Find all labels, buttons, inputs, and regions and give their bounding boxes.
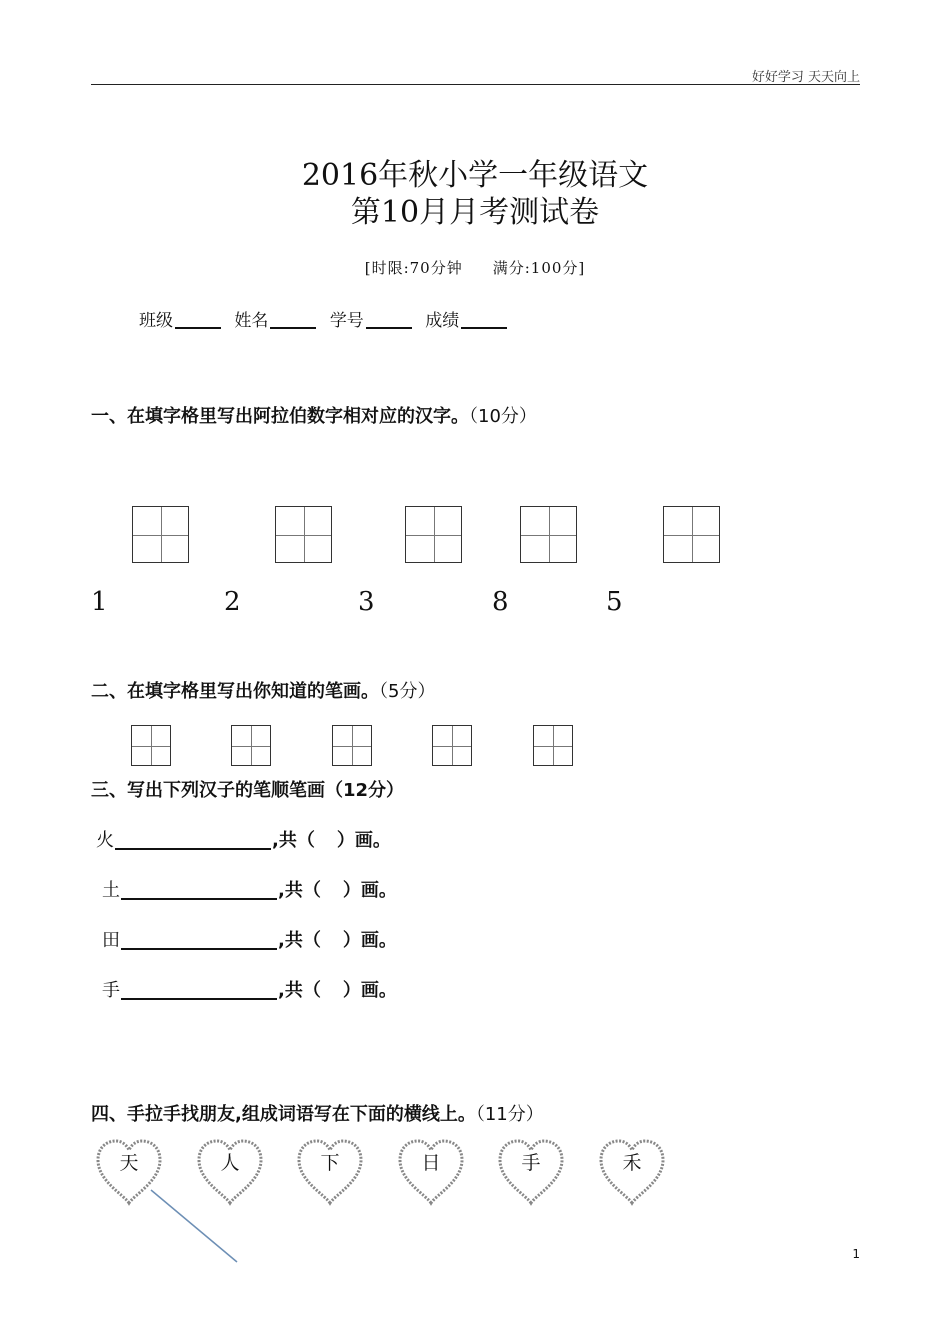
section2-title: 二、在填字格里写出你知道的笔画。 [91,681,379,702]
heart-char: 天 [119,1152,139,1174]
number-5: 5 [606,587,623,617]
number-3: 3 [358,587,375,617]
time-limit: [时限:70分钟 [364,259,463,277]
number-2: 2 [224,587,241,617]
stroke-row-3: 田 ,共（ ）画。 [102,930,397,951]
section3-heading: 三、写出下列汉子的笔顺笔画（12分） [91,780,405,801]
number-1: 1 [91,587,108,617]
stroke-row-char: 田 [102,930,120,951]
grade-label: 成绩 [425,311,460,331]
heart-char: 手 [521,1152,541,1174]
heart-char: 禾 [622,1152,642,1174]
section4-title: 四、手拉手找朋友,组成词语写在下面的横线上。 [91,1104,476,1125]
section1-title: 一、在填字格里写出阿拉伯数字相对应的汉字。 [91,406,469,427]
exam-title-line2: 第10月月考测试卷 [350,195,600,230]
id-label: 学号 [329,311,364,331]
stroke-row-char: 手 [102,980,120,1001]
section4-points: （11分） [475,1104,544,1125]
number-4: 8 [492,587,509,617]
stroke-row-4: 手 ,共（ ）画。 [102,980,397,1001]
page-number: 1 [852,1247,860,1261]
heart-char: 日 [421,1152,441,1174]
heart-char: 下 [320,1152,340,1174]
class-label: 班级 [139,311,173,331]
section2-points: （5分） [379,681,436,702]
exam-title-line1: 2016年秋小学一年级语文 [301,158,649,193]
full-score: 满分:100分] [492,259,586,277]
stroke-row-char: 土 [102,880,120,901]
name-label: 姓名 [234,311,269,331]
stroke-row-1: 火 ,共（ ）画。 [96,830,391,851]
heart-char: 人 [220,1152,240,1174]
stroke-row-2: 土 ,共（ ）画。 [102,880,397,901]
header-motto: 好好学习 天天向上 [751,70,860,85]
section1-points: （10分） [469,406,537,427]
stroke-row-char: 火 [96,830,114,851]
